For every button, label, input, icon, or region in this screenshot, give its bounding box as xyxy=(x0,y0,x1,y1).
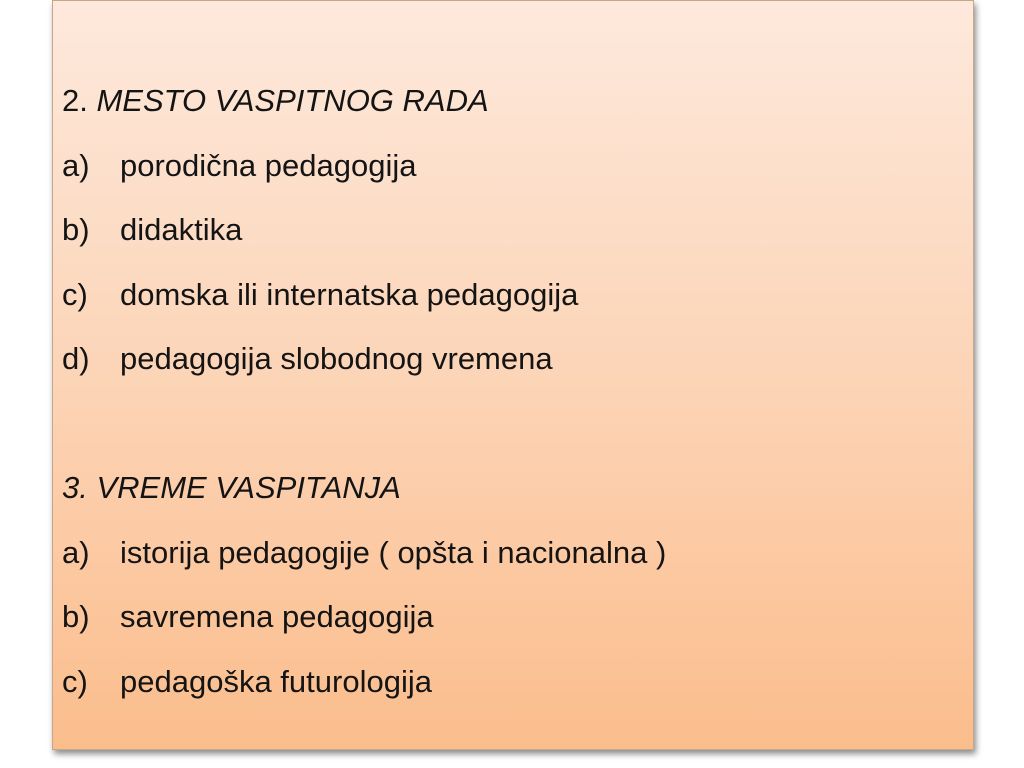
section-3-heading xyxy=(62,465,962,530)
list-item-text: porodična pedagogija xyxy=(120,147,417,183)
list-item xyxy=(62,336,962,401)
section-2-title: MESTO VASPITNOG RADA xyxy=(96,83,489,118)
list-marker: c) xyxy=(62,663,88,699)
list-item xyxy=(62,659,962,724)
list-item-text: didaktika xyxy=(120,212,243,247)
list-marker: d) xyxy=(62,341,90,376)
list-item-text: istorija pedagogije ( opšta i nacionalna ) xyxy=(120,534,667,570)
list-item-text: savremena pedagogija xyxy=(120,599,434,634)
list-marker: a) xyxy=(62,534,90,570)
section-3-title: VREME VASPITANJA xyxy=(96,470,401,505)
list-marker: a) xyxy=(62,147,90,183)
list-item xyxy=(62,272,962,337)
list-item xyxy=(62,143,962,208)
section-2-heading xyxy=(62,78,962,143)
section-2-number: 2. xyxy=(62,83,88,118)
list-item-text: domska ili internatska pedagogija xyxy=(120,276,579,312)
list-marker: c) xyxy=(62,276,88,312)
list-marker: b) xyxy=(62,212,90,247)
list-item xyxy=(62,530,962,595)
section-3-number: 3. xyxy=(62,470,88,505)
list-item-text: pedagoška futurologija xyxy=(120,663,432,699)
slide-content xyxy=(62,78,962,723)
list-item xyxy=(62,594,962,659)
list-item-text: pedagogija slobodnog vremena xyxy=(120,341,553,376)
section-spacer xyxy=(62,401,962,466)
list-marker: b) xyxy=(62,599,90,634)
list-item xyxy=(62,207,962,272)
